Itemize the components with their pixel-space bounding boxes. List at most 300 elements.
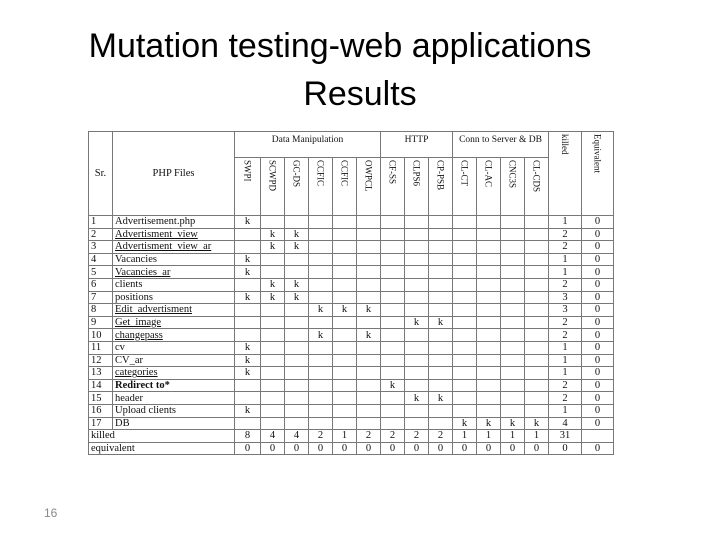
- kill-cell: [357, 367, 381, 380]
- equivalent-count: 0: [582, 266, 614, 279]
- killed-count: 1: [549, 253, 582, 266]
- kill-cell: [285, 266, 309, 279]
- table-row: [89, 341, 614, 354]
- killed-header: killed: [549, 132, 582, 216]
- table-row: [89, 354, 614, 367]
- kill-cell: [261, 379, 285, 392]
- total-cell: 2: [309, 430, 333, 443]
- kill-cell: [261, 404, 285, 417]
- kill-cell: [501, 216, 525, 229]
- kill-cell: [333, 216, 357, 229]
- kill-cell: [261, 316, 285, 329]
- kill-cell: k: [333, 304, 357, 317]
- total-cell: 1: [525, 430, 549, 443]
- row-number: 15: [89, 392, 113, 405]
- table-row: [89, 379, 614, 392]
- kill-cell: [357, 379, 381, 392]
- row-number: 5: [89, 266, 113, 279]
- kill-cell: [501, 253, 525, 266]
- kill-cell: [235, 278, 261, 291]
- kill-cell: [333, 316, 357, 329]
- kill-cell: [405, 278, 429, 291]
- kill-cell: [333, 354, 357, 367]
- kill-cell: [357, 278, 381, 291]
- kill-cell: [477, 392, 501, 405]
- kill-cell: [453, 291, 477, 304]
- total-cell: 1: [501, 430, 525, 443]
- kill-cell: [261, 354, 285, 367]
- kill-cell: [285, 354, 309, 367]
- operator-header-9: CP-PSB: [429, 158, 453, 216]
- kill-cell: k: [285, 278, 309, 291]
- total-cell: 0: [429, 442, 453, 455]
- kill-cell: k: [309, 329, 333, 342]
- php-file-name: Edit_advertisment: [113, 304, 235, 317]
- kill-cell: [477, 316, 501, 329]
- kill-cell: [285, 216, 309, 229]
- kill-cell: [525, 241, 549, 254]
- total-cell: 0: [477, 442, 501, 455]
- kill-cell: [405, 341, 429, 354]
- kill-cell: [285, 417, 309, 430]
- kill-cell: [333, 392, 357, 405]
- row-number: 2: [89, 228, 113, 241]
- killed-count: 1: [549, 404, 582, 417]
- killed-count: 3: [549, 291, 582, 304]
- total-cell: 0: [405, 442, 429, 455]
- operator-header-1: SWPI: [235, 158, 261, 216]
- kill-cell: [261, 216, 285, 229]
- killed-count: 1: [549, 341, 582, 354]
- sr-header: Sr.: [89, 132, 113, 216]
- kill-cell: [429, 341, 453, 354]
- kill-cell: k: [525, 417, 549, 430]
- kill-cell: [381, 304, 405, 317]
- total-cell: 4: [285, 430, 309, 443]
- equivalent-count: 0: [582, 241, 614, 254]
- kill-cell: [501, 392, 525, 405]
- equivalent-count: 0: [582, 216, 614, 229]
- operator-header-10: CL-CT: [453, 158, 477, 216]
- operator-header-8: CLPS6: [405, 158, 429, 216]
- kill-cell: [477, 241, 501, 254]
- equivalent-count: 0: [582, 379, 614, 392]
- killed-count: 2: [549, 228, 582, 241]
- kill-cell: [285, 329, 309, 342]
- kill-cell: [261, 253, 285, 266]
- kill-cell: [429, 329, 453, 342]
- kill-cell: [405, 304, 429, 317]
- kill-cell: [477, 228, 501, 241]
- kill-cell: [501, 354, 525, 367]
- table-row: [89, 417, 614, 430]
- operator-header-7: CF-SS: [381, 158, 405, 216]
- total-cell: 0: [333, 442, 357, 455]
- kill-cell: [453, 216, 477, 229]
- kill-cell: [235, 329, 261, 342]
- kill-cell: [501, 266, 525, 279]
- total-killed: 31: [549, 430, 582, 443]
- kill-cell: [477, 404, 501, 417]
- kill-cell: [477, 216, 501, 229]
- kill-cell: [429, 367, 453, 380]
- kill-cell: [501, 341, 525, 354]
- kill-cell: [261, 367, 285, 380]
- kill-cell: [309, 216, 333, 229]
- killed-count: 1: [549, 354, 582, 367]
- kill-cell: [285, 392, 309, 405]
- kill-cell: k: [429, 316, 453, 329]
- killed-count: 2: [549, 278, 582, 291]
- row-number: 7: [89, 291, 113, 304]
- kill-cell: [501, 228, 525, 241]
- kill-cell: [309, 241, 333, 254]
- kill-cell: [357, 354, 381, 367]
- kill-cell: [525, 379, 549, 392]
- total-cell: 8: [235, 430, 261, 443]
- total-cell: 0: [381, 442, 405, 455]
- kill-cell: [405, 329, 429, 342]
- kill-cell: [309, 253, 333, 266]
- kill-cell: [501, 404, 525, 417]
- kill-cell: [381, 228, 405, 241]
- total-cell: 2: [429, 430, 453, 443]
- kill-cell: k: [285, 291, 309, 304]
- table-row: [89, 278, 614, 291]
- kill-cell: [453, 329, 477, 342]
- kill-cell: [453, 266, 477, 279]
- kill-cell: [477, 379, 501, 392]
- table-row: [89, 266, 614, 279]
- kill-cell: k: [235, 253, 261, 266]
- kill-cell: [477, 253, 501, 266]
- equivalent-count: 0: [582, 228, 614, 241]
- equivalent-count: 0: [582, 253, 614, 266]
- kill-cell: [429, 404, 453, 417]
- kill-cell: k: [261, 291, 285, 304]
- kill-cell: [381, 341, 405, 354]
- kill-cell: [405, 291, 429, 304]
- kill-cell: k: [405, 392, 429, 405]
- kill-cell: [333, 367, 357, 380]
- kill-cell: [333, 228, 357, 241]
- kill-cell: [333, 341, 357, 354]
- php-file-name: positions: [113, 291, 235, 304]
- row-number: 8: [89, 304, 113, 317]
- kill-cell: [405, 216, 429, 229]
- equivalent-total-row: [89, 442, 614, 455]
- kill-cell: [501, 291, 525, 304]
- php-file-name: Advertisment_view_ar: [113, 241, 235, 254]
- php-file-name: Upload clients: [113, 404, 235, 417]
- kill-cell: k: [429, 392, 453, 405]
- table-row: [89, 404, 614, 417]
- kill-cell: [477, 266, 501, 279]
- kill-cell: [357, 392, 381, 405]
- kill-cell: [429, 354, 453, 367]
- kill-cell: [285, 316, 309, 329]
- total-label: killed: [89, 430, 235, 443]
- total-cell: 0: [501, 442, 525, 455]
- kill-cell: [357, 216, 381, 229]
- kill-cell: [261, 329, 285, 342]
- kill-cell: [381, 354, 405, 367]
- row-number: 1: [89, 216, 113, 229]
- kill-cell: [285, 404, 309, 417]
- total-cell: 0: [261, 442, 285, 455]
- kill-cell: [525, 392, 549, 405]
- php-file-name: header: [113, 392, 235, 405]
- kill-cell: [477, 278, 501, 291]
- kill-cell: k: [235, 341, 261, 354]
- php-file-name: Advertisment_view: [113, 228, 235, 241]
- kill-cell: [405, 228, 429, 241]
- kill-cell: [381, 404, 405, 417]
- table-row: [89, 304, 614, 317]
- kill-cell: [525, 329, 549, 342]
- kill-cell: [429, 379, 453, 392]
- table-row: [89, 291, 614, 304]
- kill-cell: [453, 379, 477, 392]
- kill-cell: [501, 329, 525, 342]
- kill-cell: [309, 354, 333, 367]
- group-data-manipulation: Data Manipulation: [235, 132, 381, 158]
- kill-cell: [429, 278, 453, 291]
- kill-cell: [405, 241, 429, 254]
- operator-header-6: OWPCL: [357, 158, 381, 216]
- kill-cell: [285, 367, 309, 380]
- equivalent-count: 0: [582, 304, 614, 317]
- equivalent-count: 0: [582, 392, 614, 405]
- row-number: 9: [89, 316, 113, 329]
- slide-title-line1: Mutation testing-web applications: [88, 27, 592, 65]
- kill-cell: [477, 329, 501, 342]
- kill-cell: [285, 304, 309, 317]
- kill-cell: [405, 367, 429, 380]
- kill-cell: [453, 316, 477, 329]
- kill-cell: [333, 266, 357, 279]
- slide-title-line2: Results: [303, 75, 417, 113]
- kill-cell: [501, 316, 525, 329]
- table-row: [89, 392, 614, 405]
- kill-cell: [357, 241, 381, 254]
- total-cell: 4: [261, 430, 285, 443]
- table-row: [89, 367, 614, 380]
- kill-cell: [357, 228, 381, 241]
- kill-cell: [261, 266, 285, 279]
- kill-cell: [381, 417, 405, 430]
- php-file-name: CV_ar: [113, 354, 235, 367]
- group-conn-server-db: Conn to Server & DB: [453, 132, 549, 158]
- kill-cell: [525, 291, 549, 304]
- kill-cell: [309, 316, 333, 329]
- php-file-name: changepass: [113, 329, 235, 342]
- total-cell: 2: [381, 430, 405, 443]
- kill-cell: [309, 291, 333, 304]
- kill-cell: [405, 417, 429, 430]
- kill-cell: k: [235, 354, 261, 367]
- kill-cell: [381, 291, 405, 304]
- operator-header-4: CCFIC: [309, 158, 333, 216]
- operator-header-12: CNC3S: [501, 158, 525, 216]
- slide-number: 16: [44, 506, 58, 520]
- kill-cell: k: [235, 367, 261, 380]
- kill-cell: k: [285, 228, 309, 241]
- kill-cell: [525, 278, 549, 291]
- total-cell: 1: [453, 430, 477, 443]
- killed-count: 1: [549, 216, 582, 229]
- kill-cell: [381, 316, 405, 329]
- kill-cell: [309, 278, 333, 291]
- php-file-name: Get_image: [113, 316, 235, 329]
- kill-cell: k: [261, 228, 285, 241]
- kill-cell: [525, 341, 549, 354]
- operator-header-11: CL-AC: [477, 158, 501, 216]
- kill-cell: k: [357, 329, 381, 342]
- total-cell: 0: [235, 442, 261, 455]
- kill-cell: [405, 404, 429, 417]
- total-cell: 0: [285, 442, 309, 455]
- kill-cell: k: [261, 278, 285, 291]
- row-number: 3: [89, 241, 113, 254]
- operator-header-2: SCWPD: [261, 158, 285, 216]
- killed-total-row: [89, 430, 614, 443]
- kill-cell: [381, 392, 405, 405]
- kill-cell: k: [235, 216, 261, 229]
- php-file-name: categories: [113, 367, 235, 380]
- row-number: 6: [89, 278, 113, 291]
- equivalent-count: 0: [582, 316, 614, 329]
- kill-cell: [477, 354, 501, 367]
- operator-header-5: CCFIC: [333, 158, 357, 216]
- table-row: [89, 329, 614, 342]
- kill-cell: [501, 241, 525, 254]
- kill-cell: [429, 228, 453, 241]
- row-number: 4: [89, 253, 113, 266]
- kill-cell: [309, 266, 333, 279]
- php-file-name: clients: [113, 278, 235, 291]
- equivalent-header: Equivalent: [582, 132, 614, 216]
- killed-count: 2: [549, 379, 582, 392]
- killed-count: 2: [549, 392, 582, 405]
- total-cell: 2: [405, 430, 429, 443]
- kill-cell: [429, 291, 453, 304]
- total-cell: 0: [525, 442, 549, 455]
- kill-cell: [429, 304, 453, 317]
- kill-cell: [453, 392, 477, 405]
- row-number: 11: [89, 341, 113, 354]
- kill-cell: [405, 354, 429, 367]
- total-equivalent: 0: [582, 442, 614, 455]
- kill-cell: [333, 417, 357, 430]
- kill-cell: [429, 216, 453, 229]
- kill-cell: [333, 278, 357, 291]
- total-killed: 0: [549, 442, 582, 455]
- kill-cell: [429, 241, 453, 254]
- row-number: 10: [89, 329, 113, 342]
- table-row: [89, 241, 614, 254]
- total-cell: 0: [357, 442, 381, 455]
- kill-cell: [453, 253, 477, 266]
- total-equivalent: [582, 430, 614, 443]
- equivalent-count: 0: [582, 278, 614, 291]
- kill-cell: [285, 379, 309, 392]
- kill-cell: [357, 291, 381, 304]
- kill-cell: [381, 266, 405, 279]
- kill-cell: k: [405, 316, 429, 329]
- kill-cell: [501, 278, 525, 291]
- kill-cell: [453, 228, 477, 241]
- table-row: [89, 253, 614, 266]
- kill-cell: k: [453, 417, 477, 430]
- kill-cell: [333, 253, 357, 266]
- kill-cell: [501, 379, 525, 392]
- kill-cell: [309, 228, 333, 241]
- kill-cell: [453, 278, 477, 291]
- php-file-name: cv: [113, 341, 235, 354]
- kill-cell: [525, 253, 549, 266]
- kill-cell: [429, 266, 453, 279]
- kill-cell: k: [309, 304, 333, 317]
- total-label: equivalent: [89, 442, 235, 455]
- kill-cell: [357, 341, 381, 354]
- kill-cell: [285, 253, 309, 266]
- kill-cell: k: [501, 417, 525, 430]
- equivalent-count: 0: [582, 367, 614, 380]
- killed-count: 4: [549, 417, 582, 430]
- kill-cell: [235, 304, 261, 317]
- kill-cell: [429, 417, 453, 430]
- kill-cell: [429, 253, 453, 266]
- kill-cell: [235, 379, 261, 392]
- kill-cell: k: [381, 379, 405, 392]
- kill-cell: [525, 266, 549, 279]
- killed-count: 3: [549, 304, 582, 317]
- results-table: [88, 131, 614, 455]
- kill-cell: [453, 367, 477, 380]
- row-number: 12: [89, 354, 113, 367]
- total-cell: 2: [357, 430, 381, 443]
- kill-cell: [501, 367, 525, 380]
- kill-cell: [381, 278, 405, 291]
- kill-cell: [333, 404, 357, 417]
- kill-cell: [235, 417, 261, 430]
- kill-cell: [261, 304, 285, 317]
- php-file-name: Vacancies: [113, 253, 235, 266]
- row-number: 14: [89, 379, 113, 392]
- equivalent-count: 0: [582, 341, 614, 354]
- kill-cell: [357, 316, 381, 329]
- kill-cell: [525, 354, 549, 367]
- kill-cell: [357, 404, 381, 417]
- kill-cell: [477, 367, 501, 380]
- kill-cell: k: [477, 417, 501, 430]
- killed-count: 2: [549, 329, 582, 342]
- kill-cell: k: [235, 291, 261, 304]
- killed-count: 2: [549, 241, 582, 254]
- equivalent-count: 0: [582, 404, 614, 417]
- kill-cell: [357, 253, 381, 266]
- killed-count: 1: [549, 266, 582, 279]
- total-cell: 0: [309, 442, 333, 455]
- total-cell: 1: [477, 430, 501, 443]
- kill-cell: [261, 341, 285, 354]
- kill-cell: [381, 253, 405, 266]
- kill-cell: k: [235, 404, 261, 417]
- table-row: [89, 316, 614, 329]
- kill-cell: [525, 404, 549, 417]
- kill-cell: [235, 241, 261, 254]
